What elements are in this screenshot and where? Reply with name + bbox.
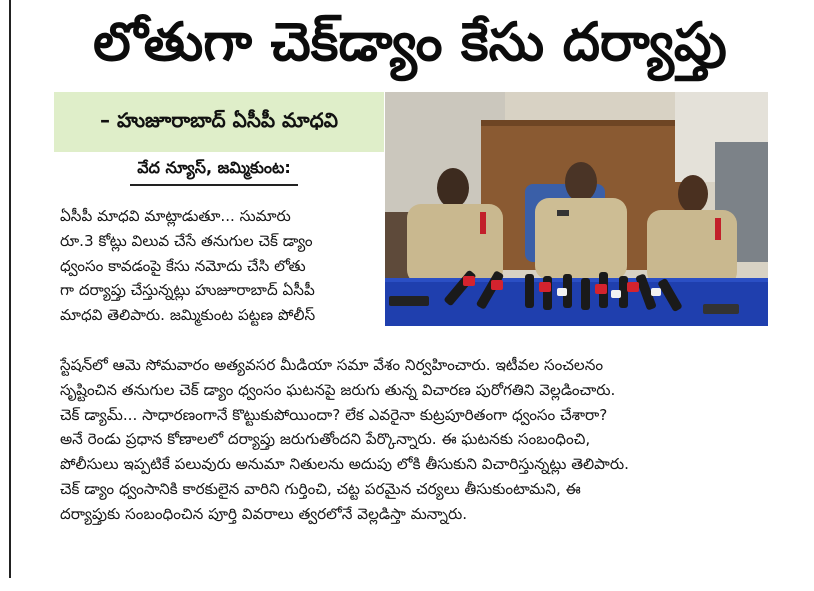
byline-box <box>54 92 384 152</box>
body-line-1: స్టేషన్‌లో ఆమె సోమవారం అత్యవసర మీడియా సమా వేశం నిర్వహించారు. ఇటీవల సంచలనం <box>60 356 604 374</box>
intro-line-4: గా దర్యాప్తు చేస్తున్నట్లు హుజూరాబాద్ ఏసీపీ <box>60 281 315 300</box>
byline: – హుజూరాబాద్ ఏసీపీ మాధవి <box>100 107 338 132</box>
headline: లోతుగా చెక్‌డ్యాం కేసు దర్యాప్తు <box>93 12 727 73</box>
press-meet-photo <box>385 92 768 326</box>
article-body <box>60 353 780 527</box>
body-line-7: దర్యాప్తుకు సంబంధించిన పూర్తి వివరాలు త్వరలోనే వెల్లడిస్తా మన్నారు. <box>60 504 468 523</box>
body-line-3: చెక్ డ్యామ్... సాధారణంగానే కొట్టుకుపోయిందా? లేక ఎవరైనా కుట్రపూరితంగా ధ్వంసం చేశారా? <box>60 405 608 424</box>
body-line-5: పోలీసులు ఇప్పటికే పలువురు అనుమా నితులను అదుపు లోకి తీసుకుని విచారిస్తున్నట్లు తెలిపారు. <box>60 455 629 474</box>
body-line-6: చెక్ డ్యాం ధ్వంసానికి కారకులైన వారిని గుర్తించి, చట్ట పరమైన చర్యలు తీసుకుంటామని, ఈ <box>60 479 581 498</box>
column-rule <box>9 0 11 578</box>
intro-line-2: రూ.3 కోట్లు విలువ చేసే తనుగుల చెక్ డ్యాం <box>60 231 313 250</box>
intro-line-1: ఏసీపీ మాధవి మాట్లాడుతూ... సుమారు <box>60 207 291 225</box>
intro-line-3: ధ్వంసం కావడంపై కేసు నమోదు చేసి లోతు <box>60 256 306 275</box>
article-intro <box>60 204 374 328</box>
body-line-4: అనే రెండు ప్రధాన కోణాలలో దర్యాప్తు జరుగుతోందని పేర్కొన్నారు. ఈ ఘటనకు సంబంధించి, <box>60 430 591 449</box>
body-line-2: సృష్టించిన తనుగుల చెక్ డ్యాం ధ్వంసం ఘటనపై జరుగు తున్న విచారణ పురోగతిని వెల్లడించారు. <box>60 380 616 399</box>
dateline: వేద న్యూస్, జమ్మికుంట: <box>130 158 298 186</box>
intro-line-5: మాధవి తెలిపారు. జమ్మికుంట పట్టణ పోలీస్ <box>60 306 316 325</box>
